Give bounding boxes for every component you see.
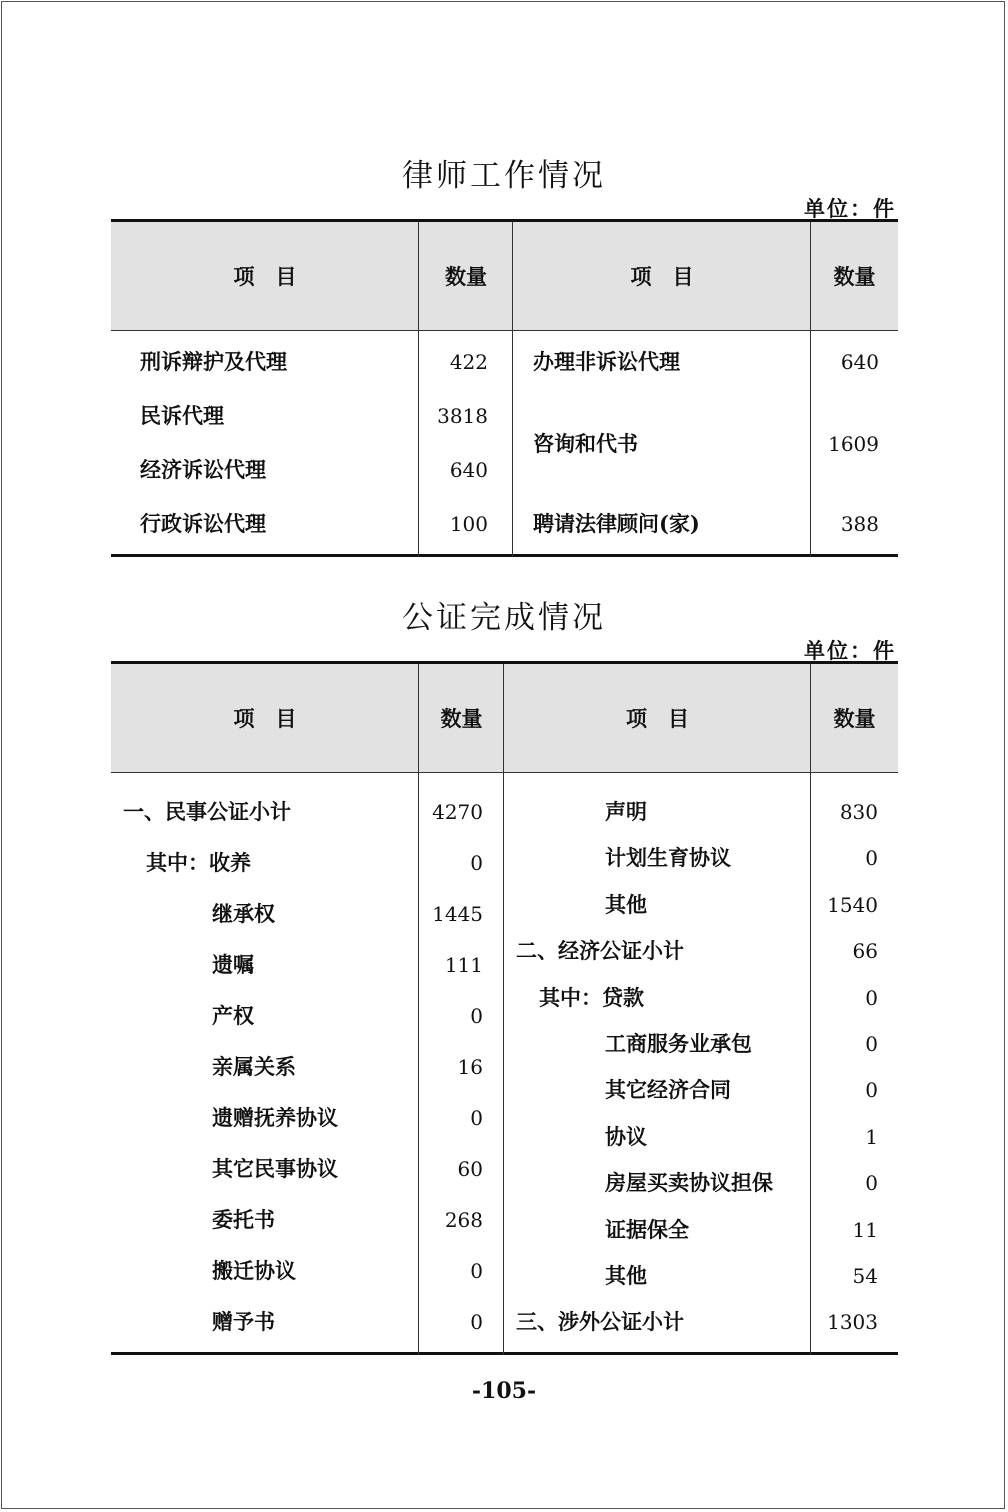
header-item: 项 目 <box>630 264 694 289</box>
row-value: 422 <box>449 350 488 374</box>
row-label: 一、民事公证小计 <box>123 799 291 824</box>
row-value: 111 <box>444 953 483 977</box>
row-value: 640 <box>840 350 879 374</box>
row-label: 其他 <box>605 892 647 917</box>
row-label: 民诉代理 <box>140 403 224 428</box>
row-label: 行政诉讼代理 <box>140 511 266 536</box>
row-label: 其中：收养 <box>146 850 251 875</box>
row-label: 其它经济合同 <box>605 1077 731 1102</box>
row-value: 0 <box>865 986 878 1010</box>
row-value: 0 <box>470 1106 483 1130</box>
lawyer-table <box>111 219 898 557</box>
row-value: 0 <box>470 851 483 875</box>
row-label: 赠予书 <box>212 1309 275 1334</box>
notary-title: 公证完成情况 <box>402 600 606 636</box>
row-value: 4270 <box>432 800 483 824</box>
row-label: 二、经济公证小计 <box>516 938 684 963</box>
column-divider <box>418 222 419 557</box>
row-value: 388 <box>840 512 879 536</box>
row-value: 16 <box>457 1055 483 1079</box>
column-divider <box>512 222 513 557</box>
row-label: 其中：贷款 <box>539 985 644 1010</box>
header-item: 项 目 <box>233 264 297 289</box>
row-value: 0 <box>470 1310 483 1334</box>
row-label: 继承权 <box>212 901 275 926</box>
row-value: 0 <box>865 846 878 870</box>
row-value: 1540 <box>827 893 878 917</box>
row-label: 搬迁协议 <box>212 1258 296 1283</box>
row-value: 830 <box>839 800 878 824</box>
row-value: 100 <box>449 512 488 536</box>
row-value: 0 <box>865 1032 878 1056</box>
page-number: -105- <box>471 1378 537 1404</box>
header-item: 项 目 <box>233 706 297 731</box>
row-value: 11 <box>852 1218 878 1242</box>
row-label: 经济诉讼代理 <box>140 457 266 482</box>
row-label: 刑诉辩护及代理 <box>140 349 287 374</box>
row-value: 640 <box>449 458 488 482</box>
header-quantity: 数量 <box>445 264 487 289</box>
row-label: 声明 <box>605 799 647 824</box>
row-value: 1445 <box>432 902 483 926</box>
row-value: 0 <box>865 1171 878 1195</box>
row-value: 66 <box>852 939 878 963</box>
column-divider <box>503 664 504 1355</box>
notary-table-header <box>111 664 898 773</box>
row-value: 1 <box>865 1125 878 1149</box>
row-value: 268 <box>444 1208 483 1232</box>
notary-unit: 单位：件 <box>804 638 896 663</box>
row-label: 其他 <box>605 1263 647 1288</box>
row-label: 遗赠抚养协议 <box>212 1105 338 1130</box>
row-value: 54 <box>852 1264 878 1288</box>
row-value: 1303 <box>827 1310 878 1334</box>
row-label: 产权 <box>212 1003 254 1028</box>
column-divider <box>810 222 811 557</box>
row-label: 聘请法律顾问(家) <box>533 511 700 536</box>
row-label: 咨询和代书 <box>533 431 638 456</box>
row-value: 60 <box>457 1157 483 1181</box>
header-quantity: 数量 <box>833 706 876 731</box>
header-item: 项 目 <box>626 706 689 731</box>
row-label: 亲属关系 <box>212 1054 296 1079</box>
row-label: 遗嘱 <box>212 952 254 977</box>
header-quantity: 数量 <box>833 264 876 289</box>
row-label: 其它民事协议 <box>212 1156 338 1181</box>
row-value: 1609 <box>828 432 879 456</box>
row-label: 办理非诉讼代理 <box>533 349 680 374</box>
row-label: 三、涉外公证小计 <box>516 1309 684 1334</box>
row-value: 3818 <box>437 404 488 428</box>
row-value: 0 <box>865 1078 878 1102</box>
lawyer-table-header <box>111 222 898 331</box>
row-label: 计划生育协议 <box>605 845 731 870</box>
row-value: 0 <box>470 1259 483 1283</box>
row-label: 委托书 <box>212 1207 275 1232</box>
notary-table <box>111 661 898 1355</box>
row-label: 房屋买卖协议担保 <box>605 1170 773 1195</box>
header-quantity: 数量 <box>440 706 483 731</box>
row-label: 证据保全 <box>605 1217 689 1242</box>
lawyer-title: 律师工作情况 <box>402 158 606 194</box>
row-value: 0 <box>470 1004 483 1028</box>
lawyer-unit: 单位：件 <box>804 196 896 221</box>
row-label: 协议 <box>605 1124 647 1149</box>
row-label: 工商服务业承包 <box>605 1031 752 1056</box>
column-divider <box>810 664 811 1355</box>
